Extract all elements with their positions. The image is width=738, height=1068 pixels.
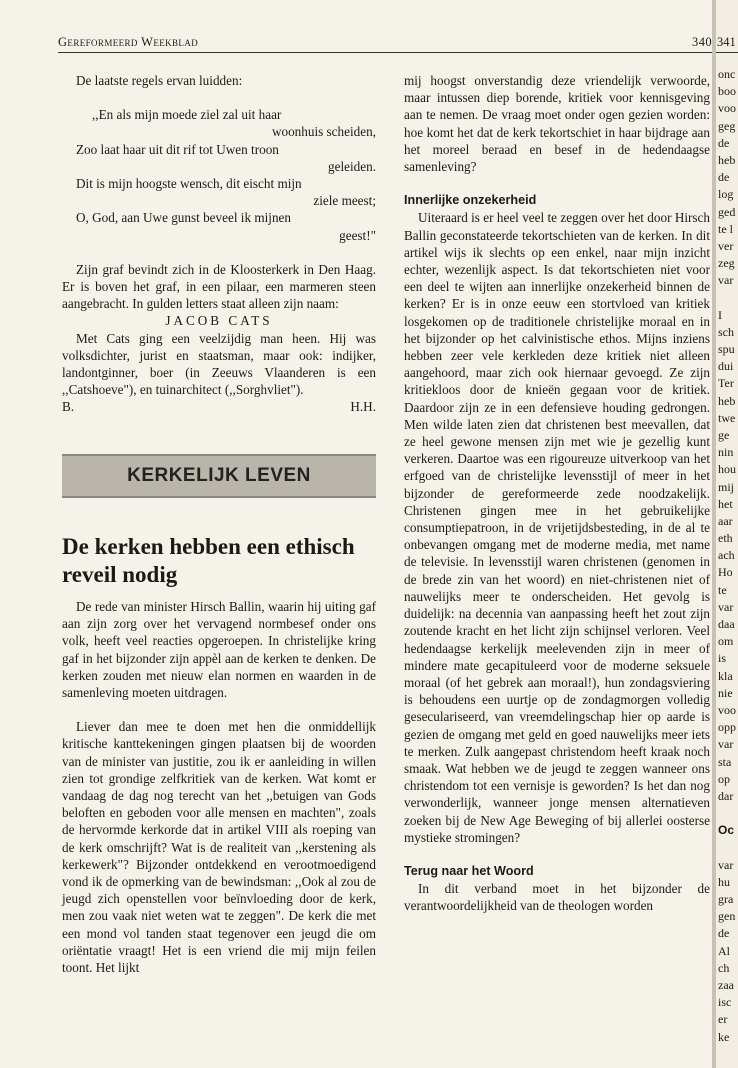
fragment-line: eth (718, 531, 733, 546)
fragment-line: te (718, 582, 727, 597)
fragment-line: er (718, 1012, 728, 1027)
running-header (58, 34, 712, 53)
poem-line: O, God, aan Uwe gunst beveel ik mijnen (76, 210, 291, 226)
right-page-fragments (718, 66, 738, 1046)
lead-paragraph: De rede van minister Hirsch Ballin, waarin hij uiting gaf aan zijn zorg over het vervagend normbesef onder ons volk, heeft veel reacties opgeroepen. In christelijke kring gaf in het bijzonder zijn appèl aan de kerken te denken. De kerken zouden met nieuw elan normen en waarden in de samenleving moeten uitdragen. (62, 599, 376, 701)
poem-line: geest!" (339, 227, 376, 243)
paragraph: mij hoogst onverstandig deze vriendelijk verwoorde, maar intussen diep borende, kritiek voor kennisgeving aan te nemen. De vraag moet onder ogen gezien worden: hoe komt het dat de kerk tekortschiet in haar bijdrage aan het moreel beraad en besef in de hedendaagse samenleving? (404, 73, 710, 175)
fragment-line: zeg (718, 256, 735, 271)
poem-line: ziele meest; (313, 193, 376, 209)
article-headline: De kerken hebben een ethisch reveil nodig (62, 534, 355, 587)
poem-line: Zoo laat haar uit dit rif tot Uwen troon (76, 141, 279, 157)
fragment-line: nie (718, 685, 733, 700)
fragment-line: onc (718, 67, 736, 81)
fragment-line: voo (718, 101, 736, 116)
fragment-line: I (718, 307, 722, 322)
fragment-line: op (718, 771, 730, 786)
fragment-line: ach (718, 548, 735, 563)
signature-right: H.H. (350, 399, 376, 415)
subheading: Innerlijke onzekerheid (404, 193, 537, 208)
fragment-line: geg (718, 118, 736, 133)
fragment-line: zaa (718, 977, 734, 992)
paragraph: Uiteraard is er heel veel te zeggen over het door Hirsch Ballin geconstateerde tekortschieten van de kerken. In dit artikel wijs ik slechts op een enkel, naar mijn inzicht echter, wezenlijk aspect. Is dat tekortschieten niet voor een deel te wijten aan innerlijke onzekerheid binnen de kerken? Er is in onze eeuw een stortvloed van kritiek losgekomen op de traditionele christelijke moraal en in het bijzonder op het calvinistische ethos. Mijns inziens hebben zeer vele kerkleden deze kritiek niet alleen aangehoord, maar zich ook hiernaar gevoegd. Ze zijn kritiekloos door de knieën gegaan voor de kritiek. Daardoor zijn ze in een defensieve houding gedrongen. Men wilde laten zien dat christenen best meevallen, dat ze heel gewone mensen zijn met wie je gezellig kunt verkeren. Daartoe was een rigoureuze uitverkoop van het erfgoed van de christelijke levensstijl of meer in het bijzonder de gereformeerde zede noodzakelijk. Christenen gingen mee in het gebruikelijke consumptiepatroon, in de vrijetijdsbesteding, in de al te onbevangen omgang met de moderne media, met name de televisie. In levensstijl waren christenen (genomen in de brede zin van het woord) en niet-christenen niet of nauwelijks meer te onderscheiden. Het gevolg is duidelijk: na decennia van aanpassing heeft het zout zijn zoutende kracht en het licht zijn schijnsel verloren. Veel hedendaagse kerkelijk meelevenden zijn in meer of mindere mate gecapituleerd voor de moderne seksuele moraal (of het gebrek aan moraal!), hun zondagsviering is behoudens een uurtje op de zondagmorgen volledig geseculariseerd, van vreemdelingschap hier op aarde is gezien de omgang met geld en goed nauwelijks meer iets te merken. Zulk aangepast christendom heeft kraak noch smaak. Wat hebben we de jeugd te zeggen wanneer ons christendom tot een vernisje is geworden? Is het dan nog verwonderlijk, wanneer jonge mensen alternatieven zoeken bij de New Age Beweging of bij allerlei oosterse mystieke stromingen? (404, 210, 710, 845)
fragment-line: gen (718, 909, 736, 924)
fragment-line: dar (718, 788, 734, 803)
fragment-line: gra (718, 892, 734, 906)
signature-left: B. (62, 399, 75, 415)
fragment-line (718, 839, 738, 856)
fragment-line: mij (718, 479, 735, 494)
fragment-line: var (718, 737, 734, 752)
column-left-article (62, 598, 376, 976)
fragment-line: ch (718, 960, 730, 975)
poem-line: Dit is mijn hoogste wensch, dit eischt mijn (76, 176, 302, 192)
fragment-line: boo (718, 84, 736, 99)
fragment-line: var (718, 273, 734, 288)
fragment-line: sch (718, 324, 734, 339)
fragment-line: hu (718, 874, 730, 889)
right-page-edge (716, 0, 738, 1068)
fragment-line (718, 805, 738, 822)
fragment-line: spu (718, 342, 735, 356)
fragment-line: ke (718, 1029, 730, 1044)
fragment-line: Al (718, 943, 730, 958)
poem-intro: De laatste regels ervan luidden: (76, 73, 243, 88)
fragment-line: de (718, 926, 730, 941)
fragment-line: aar (718, 513, 733, 528)
fragment-line: Ter (718, 376, 734, 391)
publication-title: Gereformeerd Weekblad (58, 35, 199, 49)
fragment-line: om (718, 634, 734, 649)
poem-line: woonhuis scheiden, (271, 124, 376, 140)
fragment-line: de (718, 170, 730, 185)
fragment-line: dui (718, 359, 734, 374)
poem-line: ,,En als mijn moede ziel zal uit haar (92, 107, 282, 123)
column-right (404, 72, 710, 915)
fragment-line: kla (718, 668, 733, 683)
fragment-line: is (718, 651, 727, 666)
fragment-line: opp (718, 720, 736, 735)
paragraph: Met Cats ging een veelzijdig man heen. Hij was volksdichter, jurist en staatsman, maar ook: indijker, landontginner, boer (in Zeeuws Vlaanderen is een ,,Catshoeve"), en tuinarchitect (,,Sorghvliet"). (62, 330, 376, 398)
page-number: 340 (692, 35, 712, 49)
name-inscription: JACOB CATS (165, 313, 273, 329)
fragment-line: heb (718, 393, 736, 408)
subheading: Terug naar het Woord (404, 863, 534, 878)
fragment-line: Oc (718, 823, 735, 838)
fragment-line: Ho (718, 565, 733, 580)
fragment-line: daa (718, 617, 735, 631)
poem (62, 106, 376, 244)
fragment-line: twe (718, 410, 736, 425)
section-banner (62, 454, 376, 498)
fragment-line: var (718, 599, 734, 614)
fragment-line: te l (718, 221, 733, 236)
paragraph: Liever dan mee te doen met hen die onmiddellijk kritische kanttekeningen gingen plaatsen bij de woorden van de minister van justitie, zou ik er aanleiding in willen zien tot grondige zelfkritiek van de kerken. Wat komt er vandaag de dag nog terecht van het ,,betuigen van Gods beloften en geboden voor alle mensen en machten", zoals de hervormde kerkorde dat in artikel VIII als roeping van de kerk omschrijft? Wat is de realiteit van ,,kerstening als kerkewerk"? Bijzonder ontdekkend en verootmoedigend vond ik de opmerking van de bewindsman: ,,Ook al zou de jeugd zich openstellen voor beïnvloeding door de kerk, men zou vaak niet weten wat te zeggen". De kerk die met een mond vol tanden staat tegenover een jeugd die om oriëntatie vraagt! Het is een vriend die mij mijn feilen toont. Het lijkt (62, 719, 376, 976)
column-left-top (62, 72, 376, 416)
fragment-line: het (718, 496, 733, 511)
fragment-line: log (718, 187, 734, 202)
fragment-line: ver (718, 238, 734, 253)
fragment-line: hou (718, 462, 736, 477)
poem-line: geleiden. (328, 158, 376, 174)
fragment-line: heb (718, 152, 736, 167)
fragment-line: sta (718, 754, 732, 769)
header-rule (716, 52, 738, 53)
fragment-line: voo (718, 702, 736, 717)
signature-line (62, 398, 376, 415)
fragment-line: de (718, 135, 730, 150)
fragment-line: nin (718, 445, 734, 460)
fragment-line: var (718, 857, 734, 872)
paragraph: In dit verband moet in het bijzonder de verantwoordelijkheid van de theologen worden (404, 881, 710, 914)
paragraph: Zijn graf bevindt zich in de Kloosterkerk in Den Haag. Er is boven het graf, in een pilaar, een marmeren steen aangebracht. In gulden letters staat alleen zijn naam: (62, 261, 376, 312)
right-page-number: 341 (717, 35, 736, 49)
fragment-line (718, 289, 738, 306)
fragment-line: isc (718, 995, 732, 1010)
section-banner-label: KERKELIJK LEVEN (127, 465, 311, 486)
fragment-line: ged (718, 204, 736, 219)
fragment-line: ge (718, 427, 730, 442)
